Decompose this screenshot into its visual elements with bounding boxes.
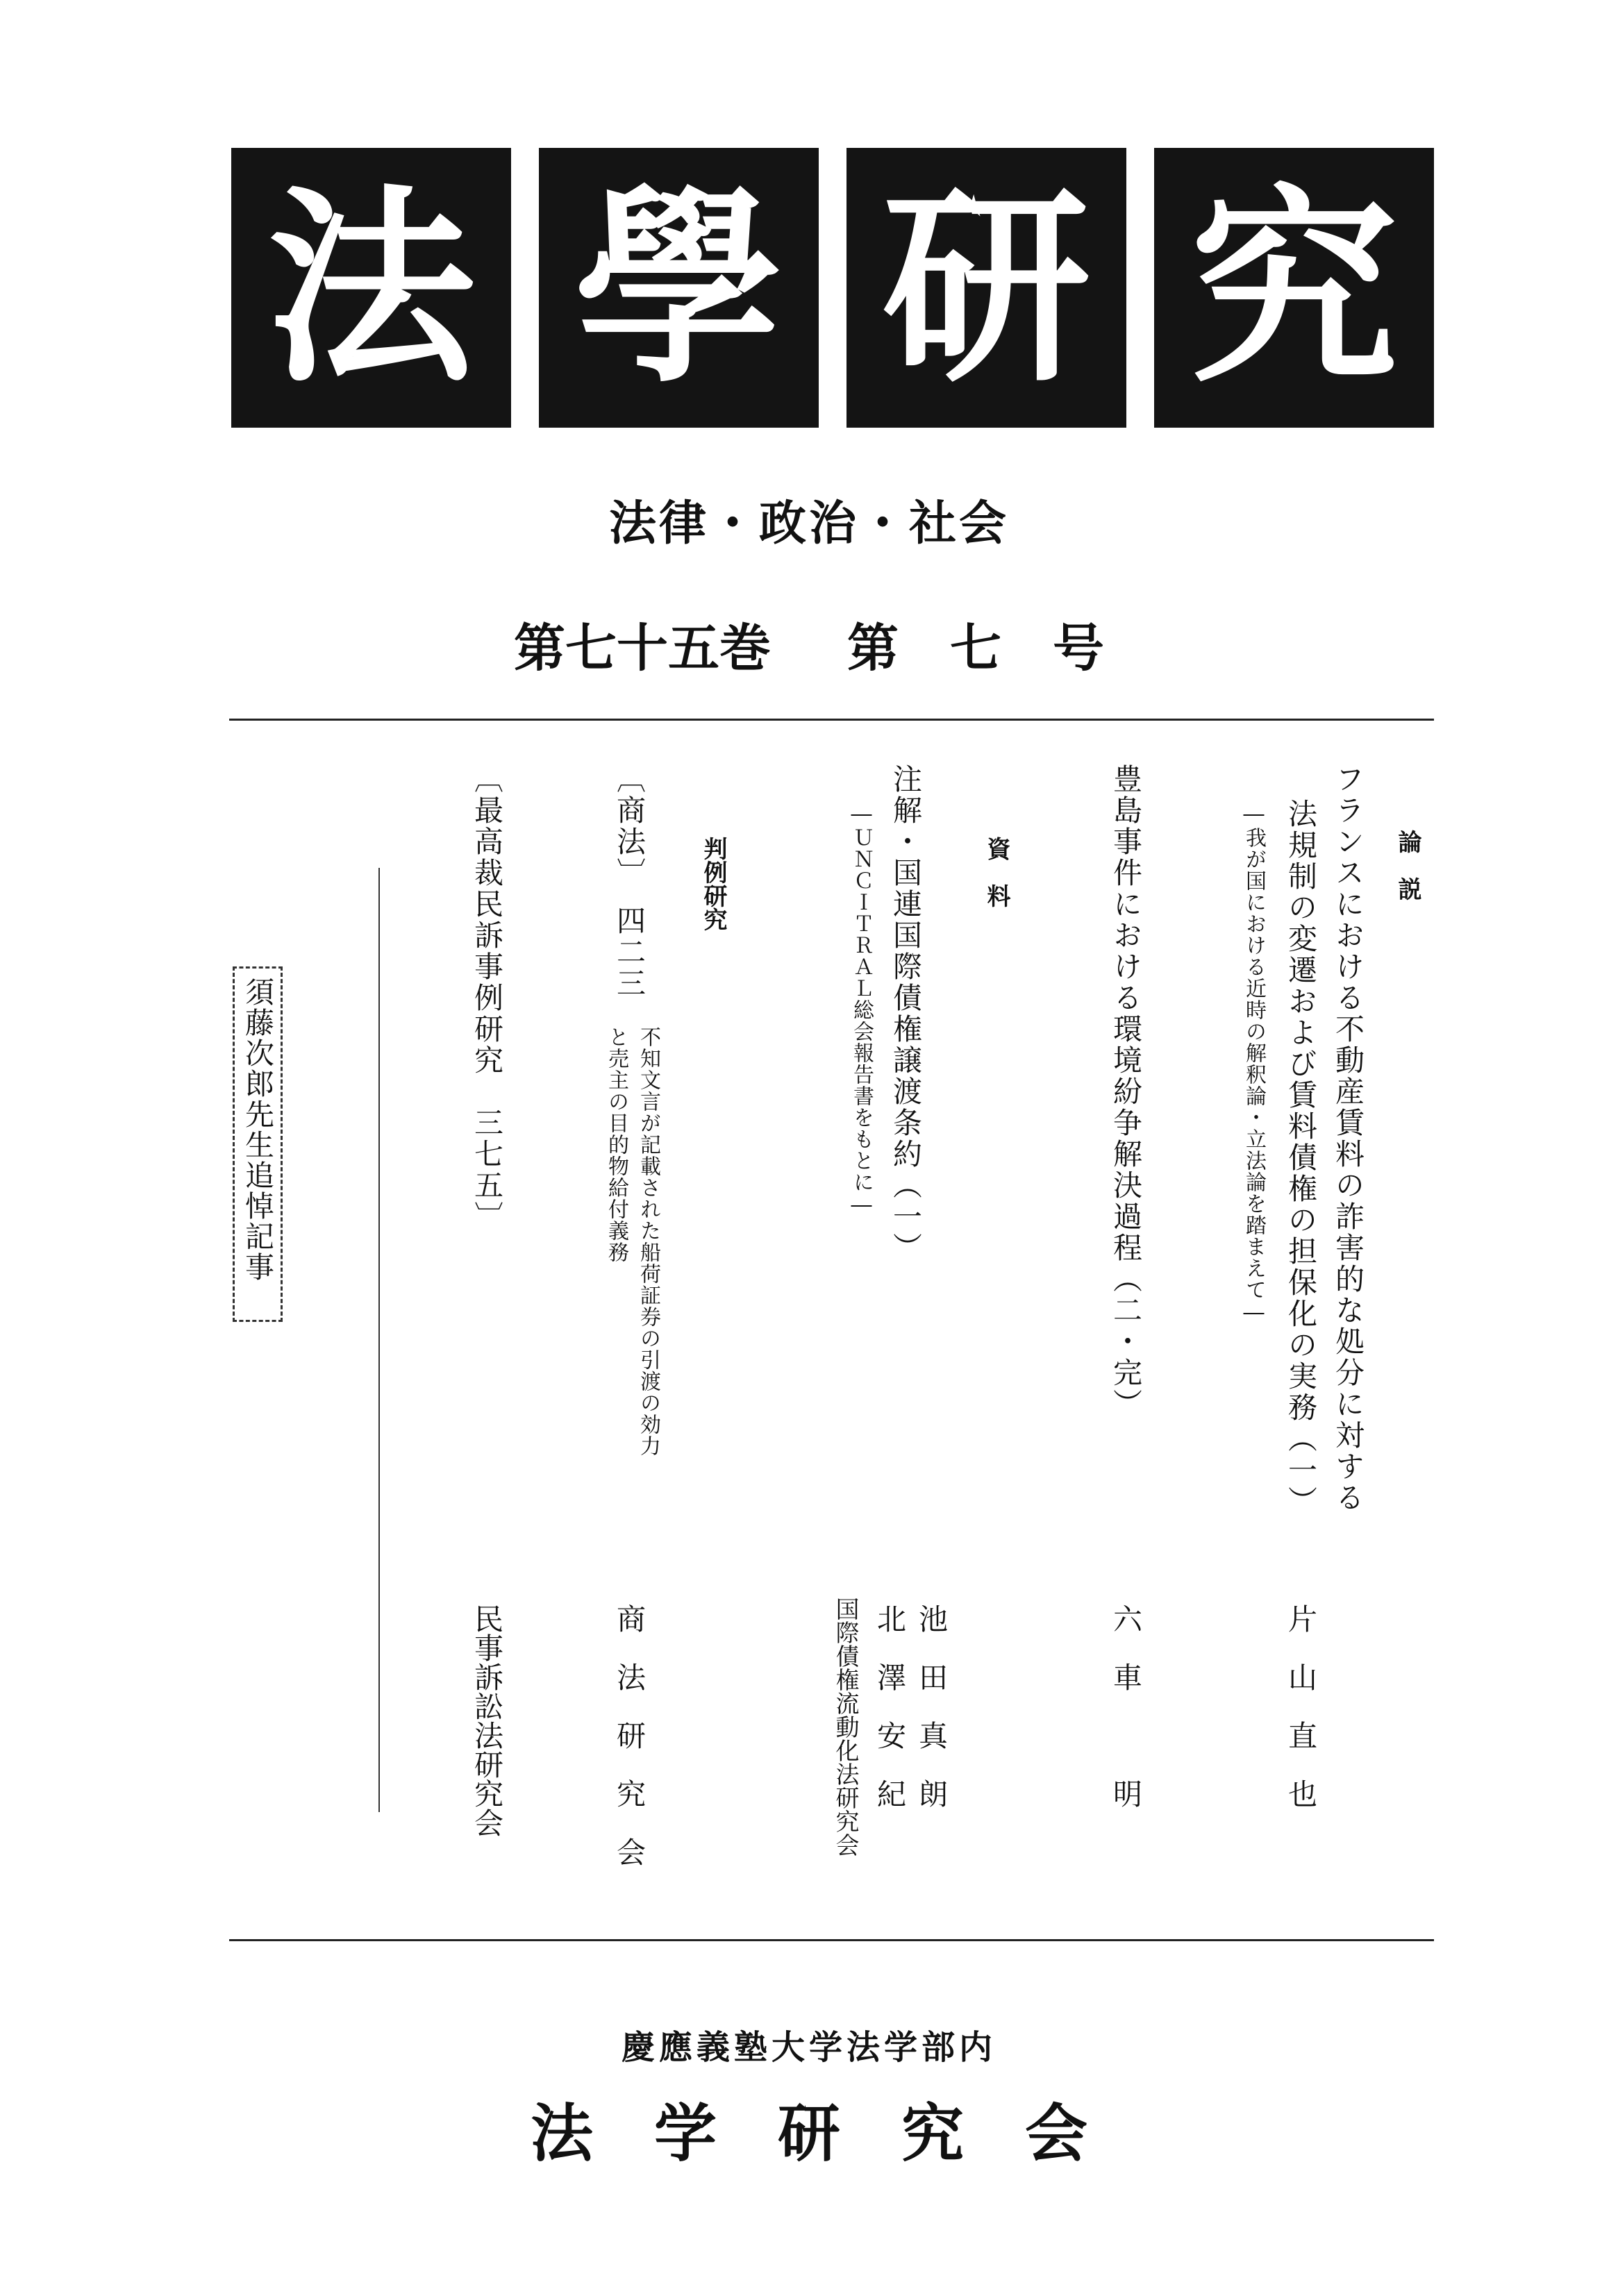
memorial-text: 須藤次郎先生追悼記事	[241, 977, 275, 1282]
article3-title: 注解・国連国際債権譲渡条約（一）	[889, 764, 923, 1264]
case1-label: 〔商法〕 四二三	[612, 764, 647, 999]
article3-org: 国際債権流動化法研究会	[831, 1597, 859, 1857]
article3-author2: 北 澤 安 紀	[873, 1604, 907, 1808]
volume-issue	[0, 607, 1618, 681]
masthead-char-4: 究	[1154, 148, 1434, 428]
publisher-affiliation: 慶應義塾大学法学部内	[621, 2028, 996, 2067]
article3-subtitle: ―ＵＮＣＩＴＲＡＬ総会報告書をもとに―	[849, 802, 874, 1218]
publisher-char: 会	[1025, 2097, 1087, 2170]
publisher-char: 法	[531, 2097, 593, 2170]
journal-subtitle: 法律・政治・社会	[608, 496, 1009, 551]
case2-label: 〔最高裁民訴事例研究 三七五〕	[470, 764, 504, 1232]
masthead-char-1: 法	[231, 148, 511, 428]
article2-author: 六 車 明	[1109, 1604, 1143, 1808]
case1-desc-line1: 不知文言が記載された船荷証券の引渡の効力	[636, 1026, 660, 1457]
section-ronsetsu: 論 説	[1394, 830, 1421, 900]
masthead-char-2: 學	[539, 148, 819, 428]
top-rule	[229, 719, 1434, 721]
section-shiryo: 資 料	[983, 837, 1010, 907]
article1-title-line1: フランスにおける不動産賃料の詐害的な処分に対する	[1331, 764, 1365, 1514]
memorial-box	[233, 966, 283, 1322]
article3-author1: 池 田 真 朗	[915, 1604, 949, 1808]
issue-number: 第 七 号	[847, 619, 1104, 678]
publisher-char: 研	[778, 2097, 840, 2170]
masthead-char-3: 研	[846, 148, 1126, 428]
article1-subtitle: ―我が国における近時の解釈論・立法論を踏まえて―	[1242, 802, 1266, 1325]
publisher-name	[0, 2083, 1618, 2173]
publisher-char: 学	[654, 2097, 717, 2170]
volume-number: 第七十五巻	[514, 619, 771, 678]
article1-title-line2: 法規制の変遷および賃料債権の担保化の実務（一）	[1284, 798, 1318, 1517]
bottom-rule	[229, 1939, 1434, 1941]
article1-author: 片 山 直 也	[1284, 1604, 1318, 1808]
column-divider	[378, 868, 380, 1812]
article2-title: 豊島事件における環境紛争解決過程（二・完）	[1109, 764, 1143, 1420]
section-hanrei: 判例研究	[699, 837, 727, 931]
case2-author: 民事訴訟法研究会	[470, 1604, 504, 1837]
case1-author: 商 法 研 究 会	[612, 1604, 647, 1866]
publisher-char: 究	[901, 2097, 964, 2170]
case1-desc-line2: と売主の目的物給付義務	[604, 1026, 628, 1263]
